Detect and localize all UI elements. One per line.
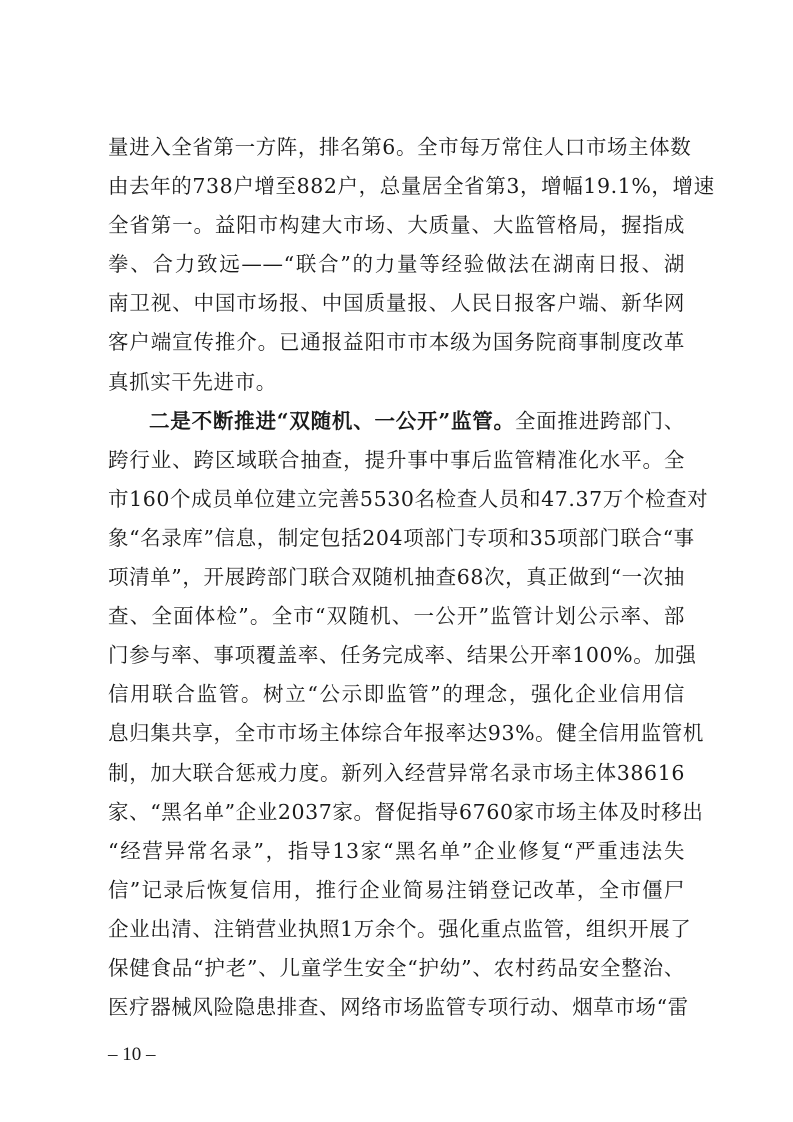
text-line: 跨行业、跨区域联合抽查，提升事中事后监管精准化水平。全 — [108, 447, 685, 472]
text-line: 息归集共享，全市市场主体综合年报率达93%。健全信用监管机 — [108, 721, 704, 746]
text-line: 市160个成员单位建立完善5530名检查人员和47.37万个检查对 — [108, 486, 709, 511]
text-line: “经营异常名录”，指导13家“黑名单”企业修复“严重违法失 — [108, 838, 685, 863]
text-line: 南卫视、中国市场报、中国质量报、人民日报客户端、新华网 — [108, 291, 685, 316]
text-line: 全省第一。益阳市构建大市场、大质量、大监管格局，握指成 — [108, 213, 685, 238]
paragraph-2 — [108, 402, 709, 1028]
text-line: 医疗器械风险隐患排查、网络市场监管专项行动、烟草市场“雷 — [108, 995, 689, 1020]
text-line: 家、“黑名单”企业2037家。督促指导6760家市场主体及时移出 — [108, 799, 704, 824]
text-line: 量进入全省第一方阵，排名第6。全市每万常住人口市场主体数 — [108, 135, 692, 159]
text-line: 保健食品“护老”、儿童学生安全“护幼”、农村药品安全整治、 — [108, 955, 685, 980]
text-line-first — [108, 402, 685, 441]
text-segment: 全面推进跨部门、 — [514, 408, 685, 433]
paragraph-heading: 二是不断推进“双随机、一公开”监管。 — [149, 408, 515, 433]
text-line: 信”记录后恢复信用，推行企业简易注销登记改革，全市僵尸 — [108, 877, 685, 902]
text-line: 制，加大联合惩戒力度。新列入经营异常名录市场主体38616 — [108, 760, 685, 785]
text-line: 企业出清、注销营业执照1万余个。强化重点监管，组织开展了 — [108, 916, 692, 941]
text-line: 由去年的738户增至882户，总量居全省第3，增幅19.1%，增速 — [108, 174, 715, 199]
text-line: 真抓实干先进市。 — [108, 369, 277, 394]
text-line: 客户端宣传推介。已通报益阳市市本级为国务院商事制度改革 — [108, 330, 685, 355]
page-number-label: – 10 – — [108, 1044, 156, 1065]
paragraph-1 — [108, 128, 715, 402]
text-line: 项清单”，开展跨部门联合双随机抽查68次，真正做到“一次抽 — [108, 565, 685, 590]
text-line: 门参与率、事项覆盖率、任务完成率、结果公开率100%。加强 — [108, 643, 697, 668]
text-line: 象“名录库”信息，制定包括204项部门专项和35项部门联合“事 — [108, 525, 695, 550]
text-line: 查、全面体检”。全市“双随机、一公开”监管计划公示率、部 — [108, 604, 685, 629]
text-line: 信用联合监管。树立“公示即监管”的理念，强化企业信用信 — [108, 682, 685, 707]
text-line: 拳、合力致远——“联合”的力量等经验做法在湖南日报、湖 — [108, 252, 685, 277]
document-body — [108, 128, 715, 1027]
